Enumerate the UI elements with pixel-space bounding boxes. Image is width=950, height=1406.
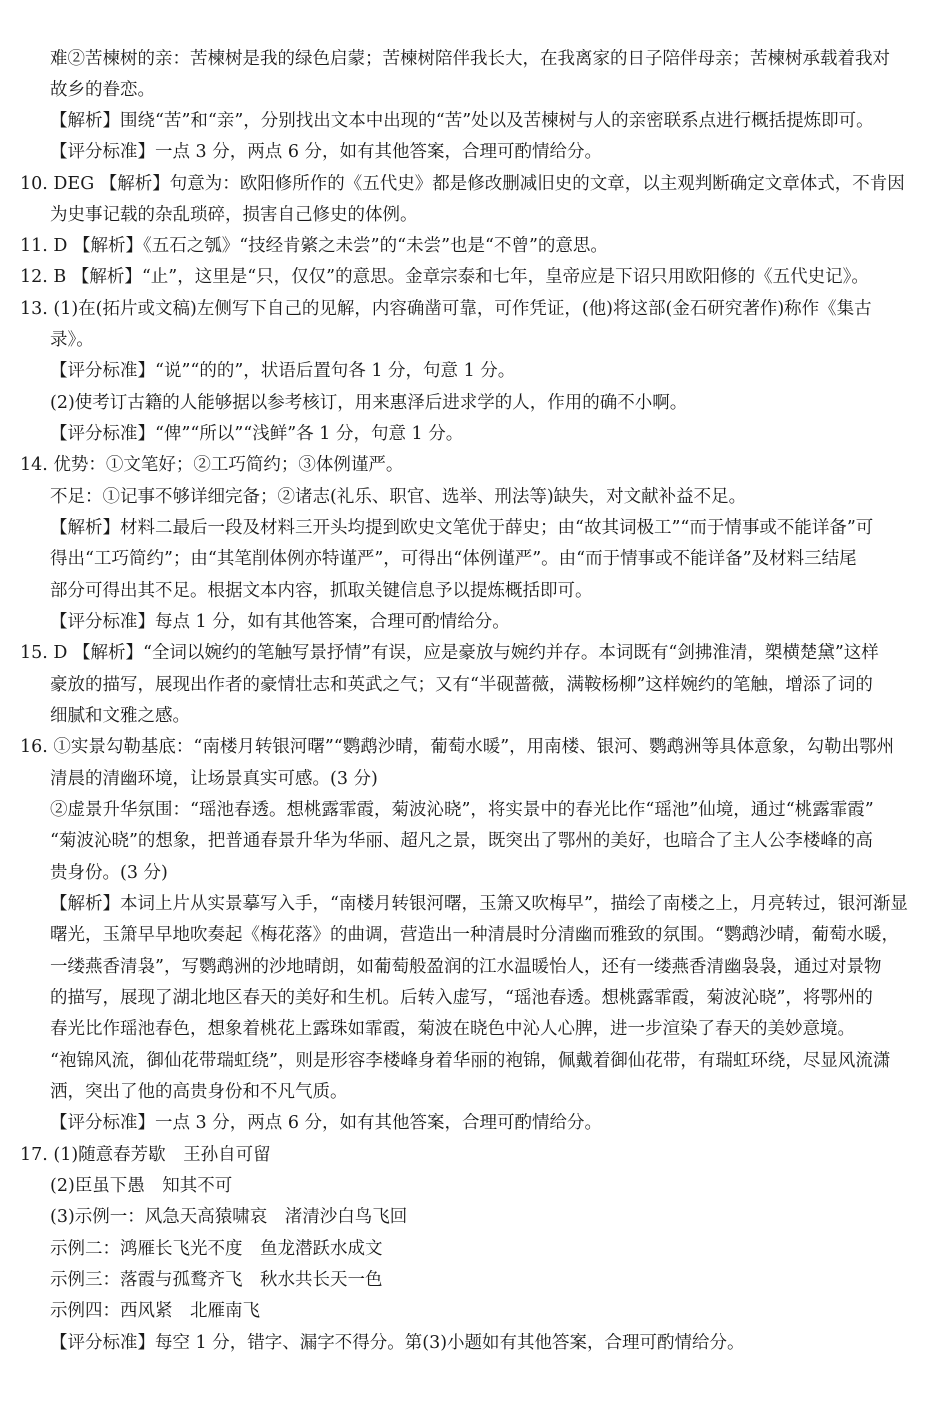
text-line: 豪放的描写，展现出作者的豪情壮志和英武之气；又有“半砚蔷薇，满鞍杨柳”这样婉约的笔触，增添了词的 (50, 675, 873, 695)
question-13: 13. (1)在(拓片或文稿)左侧写下自己的见解，内容确凿可靠，可作凭证，(他)将这部(金石研究著作)称作《集古 (20, 299, 872, 319)
text-line: 难②苦楝树的亲：苦楝树是我的绿色启蒙；苦楝树陪伴我长大，在我离家的日子陪伴母亲；苦楝树承载着我对 (50, 49, 890, 69)
text-line: 故乡的眷恋。 (50, 80, 155, 100)
text-line: 录》。 (50, 330, 94, 350)
text-line: 部分可得出其不足。根据文本内容，抓取关键信息予以提炼概括即可。 (50, 581, 593, 601)
question-14: 14. 优势：①文笔好；②工巧简约；③体例谨严。 (20, 455, 404, 475)
scoring-line: 【评分标准】一点 3 分，两点 6 分，如有其他答案，合理可酌情给分。 (50, 142, 603, 162)
text-line: (3)示例一：风急天高猿啸哀 渚清沙白鸟飞回 (50, 1207, 408, 1227)
text-line: 示例二：鸿雁长飞光不度 鱼龙潜跃水成文 (50, 1239, 383, 1259)
text-line: 得出“工巧简约”；由“其笔削体例亦特谨严”，可得出“体例谨严”。由“而于情事或不能详备”及材料三结尾 (50, 549, 857, 569)
text-line: 洒，突出了他的高贵身份和不凡气质。 (50, 1082, 348, 1102)
text-line: 示例四：西风紧 北雁南飞 (50, 1301, 260, 1321)
text-line: 一缕燕香清袅”，写鹦鹉洲的沙地晴朗，如葡萄般盈润的江水温暖怡人，还有一缕燕香清幽袅袅，通过对景物 (50, 957, 882, 977)
text-line: 示例三：落霞与孤鹜齐飞 秋水共长天一色 (50, 1270, 383, 1290)
scoring-line: 【评分标准】一点 3 分，两点 6 分，如有其他答案，合理可酌情给分。 (50, 1113, 603, 1133)
question-10: 10. DEG 【解析】句意为：欧阳修所作的《五代史》都是修改删减旧史的文章，以主观判断确定文章体式，不肯因 (20, 174, 905, 194)
text-line: “袍锦风流，御仙花带瑞虹绕”，则是形容李楼峰身着华丽的袍锦，佩戴着御仙花带，有瑞虹环绕，尽显风流潇 (50, 1051, 891, 1071)
text-line: 曙光，玉箫早早地吹奏起《梅花落》的曲调，营造出一种清晨时分清幽而雅致的氛围。“鹦鹉沙晴，葡萄水暖， (50, 925, 899, 945)
text-line: “菊波沁晓”的想象，把普通春景升华为华丽、超凡之景，既突出了鄂州的美好，也暗合了主人公李楼峰的高 (50, 831, 873, 851)
question-12: 12. B 【解析】“止”，这里是“只，仅仅”的意思。金章宗泰和七年，皇帝应是下诏只用欧阳修的《五代史记》。 (20, 267, 869, 287)
scoring-line: 【评分标准】“俾”“所以”“浅鲜”各 1 分，句意 1 分。 (50, 424, 464, 444)
text-line: 的描写，展现了湖北地区春天的美好和生机。后转入虚写，“瑶池春透。想桃露霏霞，菊波沁晓”，将鄂州的 (50, 988, 873, 1008)
scoring-line: 【评分标准】“说”“的的”，状语后置句各 1 分，句意 1 分。 (50, 361, 516, 381)
text-line: 春光比作瑶池春色，想象着桃花上露珠如霏霞，菊波在晓色中沁人心脾，进一步渲染了春天的美妙意境。 (50, 1019, 855, 1039)
analysis-line: 【解析】本词上片从实景摹写入手，“南楼月转银河曙，玉箫又吹梅早”，描绘了南楼之上，月亮转过，银河渐显 (50, 894, 908, 914)
text-line: 清晨的清幽环境，让场景真实可感。(3 分) (50, 769, 378, 789)
text-line: 为史事记载的杂乱琐碎，损害自己修史的体例。 (50, 205, 418, 225)
analysis-line: 【解析】材料二最后一段及材料三开头均提到欧史文笔优于薛史；由“故其词极工”“而于情事或不能详备”可 (50, 518, 874, 538)
scoring-line-cropped: 【评分标准】每空 1 分，错字、漏字不得分。第(3)小题如有其他答案，合理可酌情给分。 (50, 1333, 745, 1353)
text-line: 细腻和文雅之感。 (50, 706, 190, 726)
analysis-line: 【解析】围绕“苦”和“亲”，分别找出文本中出现的“苦”处以及苦楝树与人的亲密联系点进行概括提炼即可。 (50, 111, 874, 131)
question-15: 15. D 【解析】“全词以婉约的笔触写景抒情”有误，应是豪放与婉约并存。本词既有“剑拂淮清，槊横楚黛”这样 (20, 643, 879, 663)
question-16: 16. ①实景勾勒基底：“南楼月转银河曙”“鹦鹉沙晴，葡萄水暖”，用南楼、银河、鹦鹉洲等具体意象，勾勒出鄂州 (20, 737, 895, 757)
question-17: 17. (1)随意春芳歇 王孙自可留 (20, 1145, 271, 1165)
text-line: (2)使考订古籍的人能够据以参考核订，用来惠泽后进求学的人，作用的确不小啊。 (50, 393, 688, 413)
text-line: 贵身份。(3 分) (50, 863, 168, 883)
text-line: (2)臣虽下愚 知其不可 (50, 1176, 233, 1196)
question-11: 11. D 【解析】《五石之瓠》“技经肯綮之未尝”的“未尝”也是“不曾”的意思。 (20, 236, 608, 256)
text-line: ②虚景升华氛围：“瑶池春透。想桃露霏霞，菊波沁晓”，将实景中的春光比作“瑶池”仙境，通过“桃露霏霞” (50, 800, 874, 820)
text-line: 不足：①记事不够详细完备；②诸志(礼乐、职官、选举、刑法等)缺失，对文献补益不足。 (50, 487, 747, 507)
scoring-line: 【评分标准】每点 1 分，如有其他答案，合理可酌情给分。 (50, 612, 510, 632)
